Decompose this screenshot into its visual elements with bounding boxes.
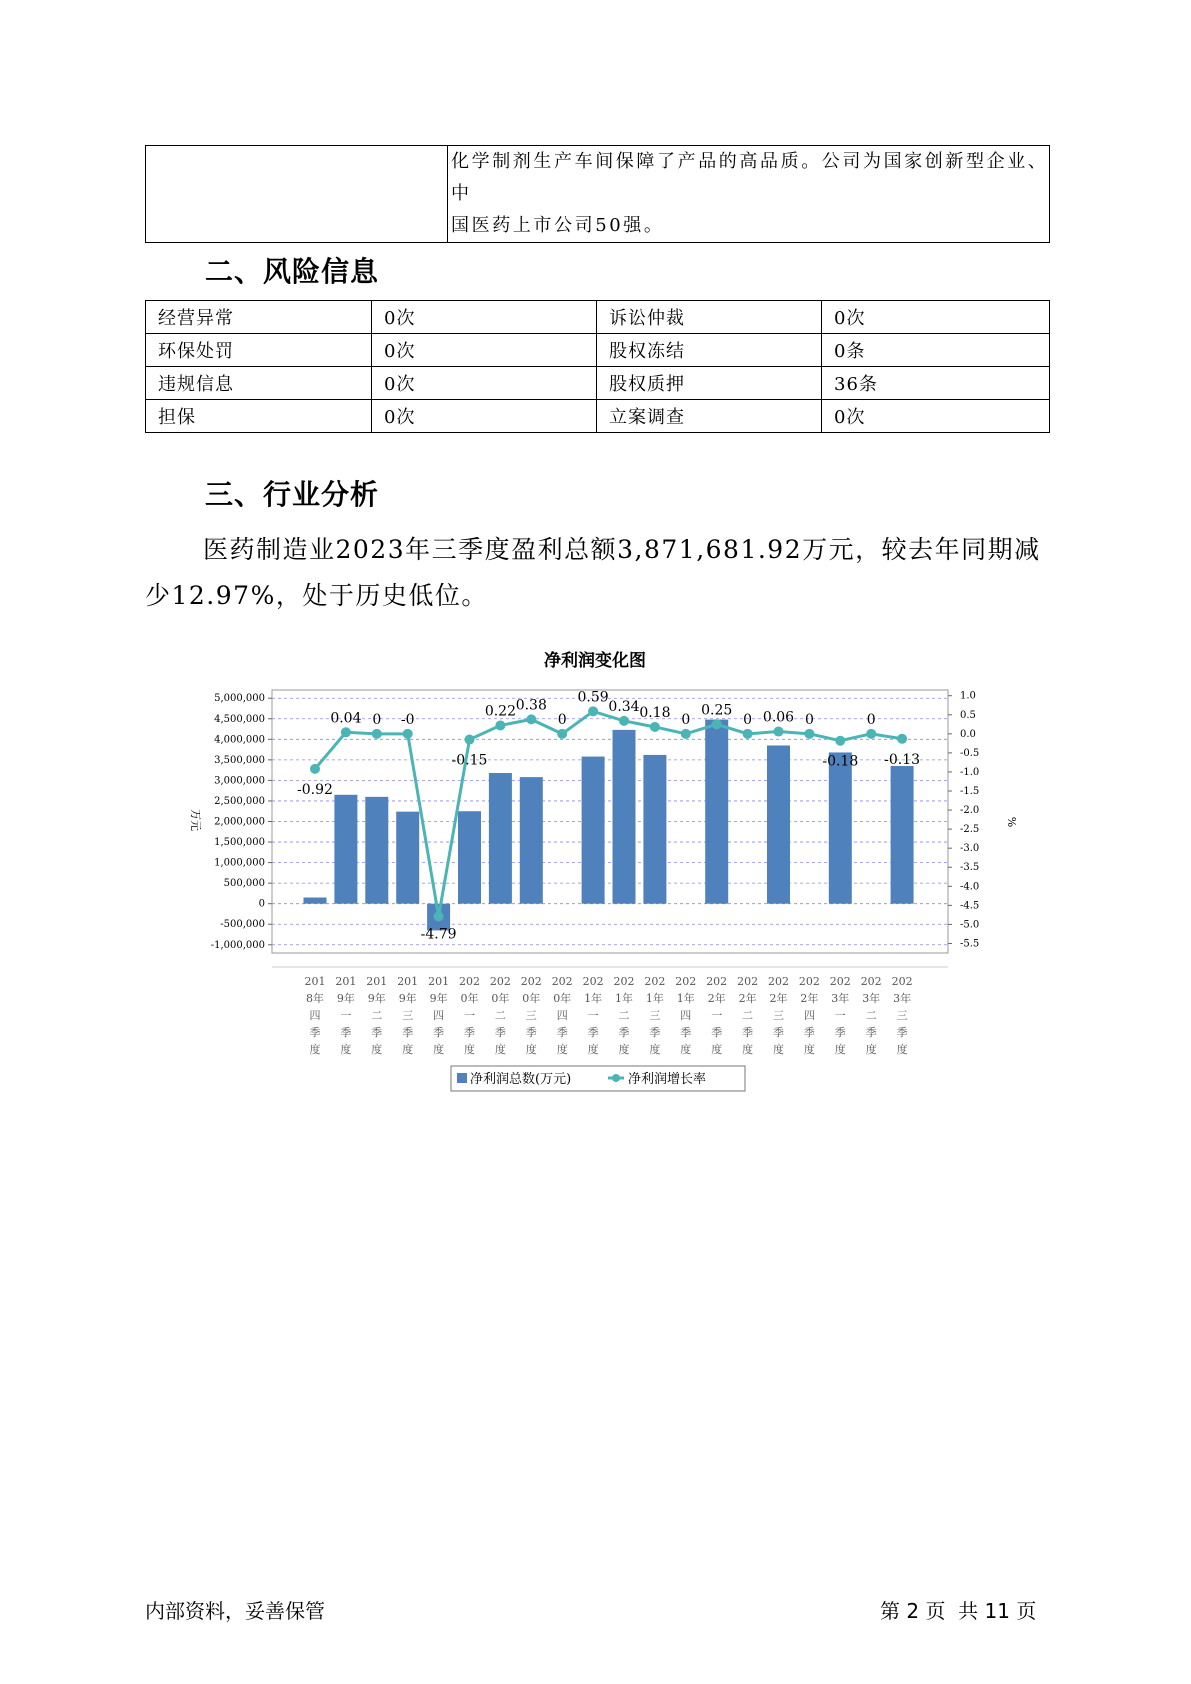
- x-tick-label-2: 201 9年二季度: [366, 975, 388, 1056]
- description-line-1: 化学制剂生产车间保障了产品的高品质。公司为国家创新型企业、中: [451, 151, 1049, 204]
- y-tick-label: 1,000,000: [214, 857, 265, 869]
- growth-label-15: 0.06: [762, 709, 795, 726]
- x-tick-label-13: 202 2年一季度: [706, 975, 728, 1056]
- y-tick-label: 3,500,000: [214, 754, 265, 766]
- bar-13: [705, 720, 728, 904]
- growth-label-9: 0.59: [577, 689, 609, 706]
- risk-value-cell: 0次: [822, 400, 1050, 433]
- x-tick-label-14: 202 2年二季度: [737, 975, 759, 1056]
- growth-point-17: [835, 736, 845, 746]
- growth-label-11: 0.18: [639, 704, 671, 721]
- y-tick-label: 4,500,000: [214, 713, 265, 725]
- bar-2: [365, 797, 388, 904]
- growth-label-5: -0.15: [451, 752, 488, 769]
- growth-label-17: -0.18: [822, 753, 859, 770]
- bar-15: [767, 745, 790, 903]
- bar-10: [613, 730, 636, 904]
- y2-tick-label: -1.0: [960, 766, 980, 778]
- growth-point-19: [897, 734, 907, 744]
- growth-point-15: [774, 727, 784, 737]
- x-tick-label-5: 202 0年一季度: [459, 975, 480, 1056]
- y2-tick-label: -4.0: [960, 881, 980, 893]
- growth-label-16: 0: [804, 711, 814, 728]
- y-tick-label: 5,000,000: [214, 693, 265, 705]
- y2-tick-label: 1.0: [960, 690, 976, 702]
- net-profit-chart: [170, 640, 1020, 1100]
- growth-point-8: [557, 729, 567, 739]
- bar-7: [520, 777, 543, 904]
- growth-label-2: 0: [372, 711, 382, 728]
- y2-tick-label: -3.0: [960, 843, 980, 855]
- bar-5: [458, 811, 481, 903]
- legend-line-label: 净利润增长率: [628, 1072, 707, 1087]
- y2-tick-label: 0.0: [960, 728, 976, 740]
- growth-point-9: [588, 706, 598, 716]
- x-tick-label-9: 202 1年一季度: [582, 975, 604, 1056]
- y2-tick-label: 0.5: [960, 709, 976, 721]
- risk-value-cell: 0次: [372, 400, 597, 433]
- y2-tick-label: -3.5: [960, 862, 980, 874]
- x-tick-label-11: 202 1年三季度: [644, 975, 666, 1056]
- growth-point-5: [465, 735, 475, 745]
- company-description-cell: [448, 146, 1050, 243]
- y2-tick-label: -2.5: [960, 824, 980, 836]
- growth-point-12: [681, 729, 691, 739]
- growth-point-1: [341, 727, 351, 737]
- x-tick-label-15: 202 2年三季度: [768, 975, 789, 1056]
- growth-point-7: [526, 714, 536, 724]
- x-tick-label-0: 201 8年四季度: [304, 975, 326, 1056]
- legend-bar-label: 净利润总数(万元): [470, 1072, 572, 1087]
- y2-tick-label: -0.5: [960, 747, 980, 759]
- y-tick-label: -1,000,000: [210, 939, 265, 951]
- risk-label-cell: 担保: [146, 400, 372, 433]
- risk-value-cell: 0次: [372, 301, 597, 334]
- empty-cell: [146, 146, 448, 243]
- x-tick-label-19: 202 3年三季度: [891, 975, 913, 1056]
- risk-label-cell: 违规信息: [146, 367, 372, 400]
- risk-value-cell: 0次: [372, 367, 597, 400]
- x-tick-label-18: 202 3年二季度: [860, 975, 882, 1056]
- growth-label-3: -0: [400, 711, 415, 728]
- risk-label-cell: 环保处罚: [146, 334, 372, 367]
- risk-row: [146, 334, 1050, 367]
- growth-point-10: [619, 716, 629, 726]
- bar-19: [891, 766, 914, 904]
- x-tick-label-6: 202 0年二季度: [489, 975, 511, 1056]
- continuation-table: [145, 145, 1050, 243]
- y-tick-label: 1,500,000: [214, 837, 265, 849]
- growth-point-13: [712, 719, 722, 729]
- growth-label-1: 0.04: [330, 710, 362, 727]
- y2-tick-label: -1.5: [960, 786, 980, 798]
- bar-6: [489, 773, 512, 904]
- x-tick-label-4: 201 9年四季度: [428, 975, 450, 1056]
- chart-svg: [170, 640, 1020, 1100]
- y-tick-label: 3,000,000: [214, 775, 265, 787]
- footer-confidential: 内部资料，妥善保管: [145, 1599, 325, 1623]
- growth-label-13: 0.25: [701, 702, 733, 719]
- risk-table: [145, 300, 1050, 433]
- y-tick-label: -500,000: [220, 919, 265, 931]
- y-tick-label: 0: [258, 898, 265, 910]
- bar-11: [643, 755, 666, 904]
- description-line-2: 国医药上市公司50强。: [451, 215, 665, 236]
- x-tick-label-1: 201 9年一季度: [335, 975, 357, 1056]
- growth-label-4: -4.79: [420, 926, 457, 943]
- industry-paragraph: [145, 527, 1050, 619]
- growth-point-16: [804, 729, 814, 739]
- y2-tick-label: -5.5: [960, 938, 980, 950]
- growth-label-8: 0: [557, 711, 567, 728]
- y2-tick-label: -4.5: [960, 900, 980, 912]
- growth-label-10: 0.34: [608, 698, 640, 715]
- x-tick-label-12: 202 1年四季度: [675, 975, 697, 1056]
- risk-row: [146, 301, 1050, 334]
- risk-label-cell: 股权冻结: [597, 334, 822, 367]
- growth-point-14: [743, 729, 753, 739]
- growth-point-2: [372, 729, 382, 739]
- risk-section-heading: 二、风险信息: [205, 255, 380, 288]
- risk-label-cell: 股权质押: [597, 367, 822, 400]
- risk-row: [146, 400, 1050, 433]
- risk-label-cell: 经营异常: [146, 301, 372, 334]
- paragraph-line-1: 医药制造业2023年三季度盈利总额3,871,681.92万元，较去年同期减: [203, 535, 1041, 564]
- growth-label-14: 0: [743, 711, 753, 728]
- y2-axis-label: %: [1005, 816, 1018, 828]
- bar-3: [396, 812, 419, 904]
- growth-point-3: [403, 729, 413, 739]
- y2-tick-label: -5.0: [960, 919, 980, 931]
- growth-label-6: 0.22: [484, 703, 516, 720]
- growth-point-18: [866, 729, 876, 739]
- chart-title: 净利润变化图: [544, 651, 646, 671]
- bar-1: [334, 795, 357, 904]
- y-tick-label: 2,500,000: [214, 795, 265, 807]
- growth-label-12: 0: [681, 711, 691, 728]
- growth-label-7: 0.38: [515, 697, 547, 714]
- risk-value-cell: 0条: [822, 334, 1050, 367]
- x-tick-label-8: 202 0年四季度: [551, 975, 573, 1056]
- risk-value-cell: 0次: [372, 334, 597, 367]
- growth-point-11: [650, 722, 660, 732]
- growth-point-4: [434, 911, 444, 921]
- y-axis-label: 万元: [189, 809, 202, 831]
- x-tick-label-7: 202 0年三季度: [520, 975, 542, 1056]
- x-tick-label-17: 202 3年一季度: [829, 975, 851, 1056]
- growth-point-0: [310, 764, 320, 774]
- growth-point-6: [495, 720, 505, 730]
- y-tick-label: 500,000: [223, 878, 265, 890]
- legend-line-marker: [612, 1074, 620, 1082]
- growth-label-0: -0.92: [297, 781, 333, 798]
- x-tick-label-16: 202 2年四季度: [798, 975, 820, 1056]
- risk-value-cell: 0次: [822, 301, 1050, 334]
- legend-bar-swatch: [457, 1073, 467, 1083]
- growth-label-18: 0: [866, 711, 876, 728]
- paragraph-line-2: 少12.97%，处于历史低位。: [145, 581, 488, 610]
- risk-label-cell: 立案调查: [597, 400, 822, 433]
- bar-0: [304, 898, 327, 904]
- x-tick-label-10: 202 1年二季度: [613, 975, 635, 1056]
- y-tick-label: 4,000,000: [214, 734, 265, 746]
- bar-9: [582, 757, 605, 904]
- risk-label-cell: 诉讼仲裁: [597, 301, 822, 334]
- x-tick-label-3: 201 9年三季度: [397, 975, 419, 1056]
- y2-tick-label: -2.0: [960, 805, 980, 817]
- industry-section-heading: 三、行业分析: [205, 478, 380, 511]
- growth-label-19: -0.13: [884, 751, 921, 768]
- risk-row: [146, 367, 1050, 400]
- risk-value-cell: 36条: [822, 367, 1050, 400]
- y-tick-label: 2,000,000: [214, 816, 265, 828]
- bar-17: [829, 752, 852, 903]
- footer-page-number: 第 2 页 共 11 页: [880, 1599, 1037, 1623]
